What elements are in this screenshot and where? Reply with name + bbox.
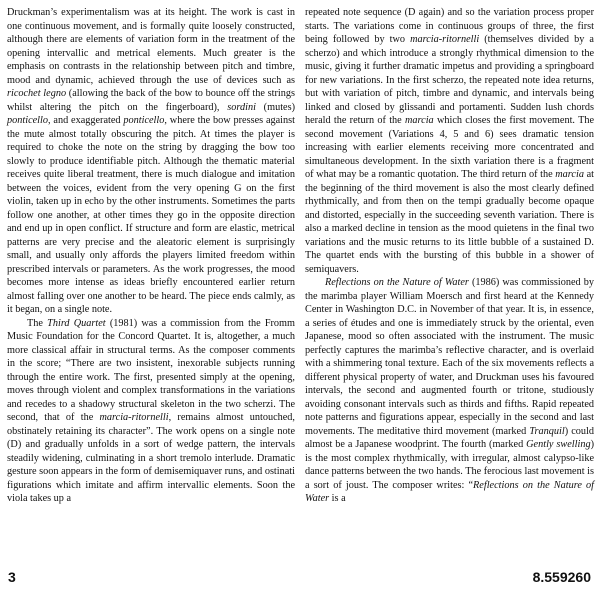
italic-term: marcia xyxy=(405,115,434,126)
italic-term: ponticello xyxy=(7,115,48,126)
text-run: (themselves divided by a scherzo) and which introduce a strongly rhythmical dimension to the music, giving it further dramatic impetus and providing a springboard for new variations. In the first scherzo, the repeated note idea returns, but with variation of pitch, timbre and dynamic, and intervals being linked and closed by glissandi and portamenti. Sudden lush chords herald the return of the xyxy=(305,34,594,126)
paragraph-left-1 xyxy=(7,6,295,317)
text-run: (1981) was a commission from the Fromm Music Foundation for the Concord Quartet. It is, altogether, a much more classical affair in structural terms. As the composer comments in the score; “There are two insistent, inexorable subjects running through the entire work. The first, presented simply at the opening, moves through violent and complex transformations in the variations and recedes to a shadowy structural skeleton in the two scherzi. The second, that of the xyxy=(7,317,296,423)
text-run: Druckman’s experimentalism was at its height. The work is cast in one continuous movement, and is formally quite loosely constructed, although there are elements of variation form in the treatment of the opening intervallic and metrical elements. Much greater is the emphasis on contrasts in the relationship between pitch and timbre, mood and dynamic, achieved through the use of devices such as xyxy=(7,7,295,86)
text-run: (mutes) xyxy=(255,101,295,113)
text-run: ) is the most complex rhythmically, with irregular, almost calypso-like dance patterns between the two hands. The ferocious last movement is a sort of joust. The composer writes: “ xyxy=(305,439,594,491)
page-number: 3 xyxy=(8,569,16,585)
text-run: , where the bow presses against the mute almost totally obscuring the pitch. At times the player is required to choke the note on the string by dragging the bow too slowly to produce identifiable pitch. Although the thematic material receives quite liberal treatment, there is much dialogue and imitation between the voices, evident from the very opening G on the first violin, taken up in echo by the other instruments. Sometimes the parts follow one another, at other times they go in the opposite direction and end up in open conflict. If structure and form are elastic, metrical patterns are very precise and the aleatoric element is surprisingly small, and usually only affords the players limited freedom within prescribed intervals or parameters. As the work progresses, the mood becomes more intense as ideas briefly encountered earlier return almost falling over one another to be heard. The piece ends calmly, as it began, on a single note. xyxy=(7,115,295,315)
catalogue-number: 8.559260 xyxy=(532,569,591,585)
italic-term: Reflections on the Nature of Water xyxy=(305,479,594,504)
paragraph-left-2 xyxy=(7,317,295,506)
italic-term: sordini xyxy=(227,101,256,113)
paragraph-right-1 xyxy=(305,6,594,276)
text-run: which closes the first movement. The second movement (Variations 4, 5 and 6) sees dramatic tension increasing with earlier elements receiving more concentrated and simultaneous development. In the sixth variation there is a fragment of what may be a romantic quotation. The third return of the xyxy=(305,115,595,180)
italic-term: Tranquil xyxy=(529,425,565,437)
italic-term: ponticello xyxy=(123,115,165,126)
italic-term: marcia xyxy=(555,169,584,180)
text-run: (1986) was commissioned by the marimba player William Moersch and first heard at the Kennedy Center in Washington D.C. in November of that year. It is, in essence, a series of études and one is immediately struck by the oriental, even Japanese, mood so often associated with the instrument. The music perfectly captures the marimba’s reflective character, and is overlaid with a shimmering tonal texture. Each of the six movements reflects a different physical property of water, and Druckman uses his favoured intervals, the second and augmented fourth or tritone, studiously avoiding consonant intervals such as thirds and fifths. Rapid repeated note patterns and figurations appear, especially in the second and last movements. The meditative third movement (marked xyxy=(305,277,594,437)
text-run: , and exaggerated xyxy=(48,115,124,126)
right-column xyxy=(305,6,594,506)
italic-term: ricochet legno xyxy=(7,88,67,99)
italic-term: marcia-ritornelli xyxy=(99,412,169,423)
italic-term: Third Quartet xyxy=(47,317,106,329)
text-run: , remains almost untouched, obstinately retaining its character”. The work opens on a single note (D) and gradually unfolds in a sort of wedge pattern, the intervals steadily widening, culminating in a short tremolo interlude. Dramatic gesture soon appears in the form of demisemiquaver runs, and ostinati figurations which imitate and affirm intervallic elements. Soon the viola takes up a xyxy=(7,412,295,504)
text-run: repeated note sequence (D again) and so the variation process proper starts. The variations come in continuous groups of three, the first being followed by two xyxy=(305,7,594,45)
text-run: (allowing the back of the bow to bounce off the strings whilst altering the pitch on the fingerboard), xyxy=(7,88,295,113)
italic-term: Gently swelling xyxy=(526,439,591,450)
italic-term: marcia-ritornelli xyxy=(410,34,480,45)
text-run: at the beginning of the third movement is also the most clearly defined rhythmically, and from then on the tempi gradually become opaque and distorted, especially in the succeeding seventh variation. There is also a marked decline in tension as the mood quietens in the final two variations and the music returns to its little bubble of a sustained D. The quartet ends with the bursting of this bubble in a shower of semiquavers. xyxy=(305,169,594,275)
text-run: The xyxy=(27,317,48,329)
text-run: ) could almost be a Japanese woodprint. The fourth (marked xyxy=(305,425,594,450)
left-column xyxy=(7,6,295,506)
text-run: is a xyxy=(329,493,346,504)
paragraph-right-2 xyxy=(305,276,594,506)
page-footer xyxy=(0,569,599,587)
italic-term: Reflections on the Nature of Water xyxy=(325,277,469,288)
